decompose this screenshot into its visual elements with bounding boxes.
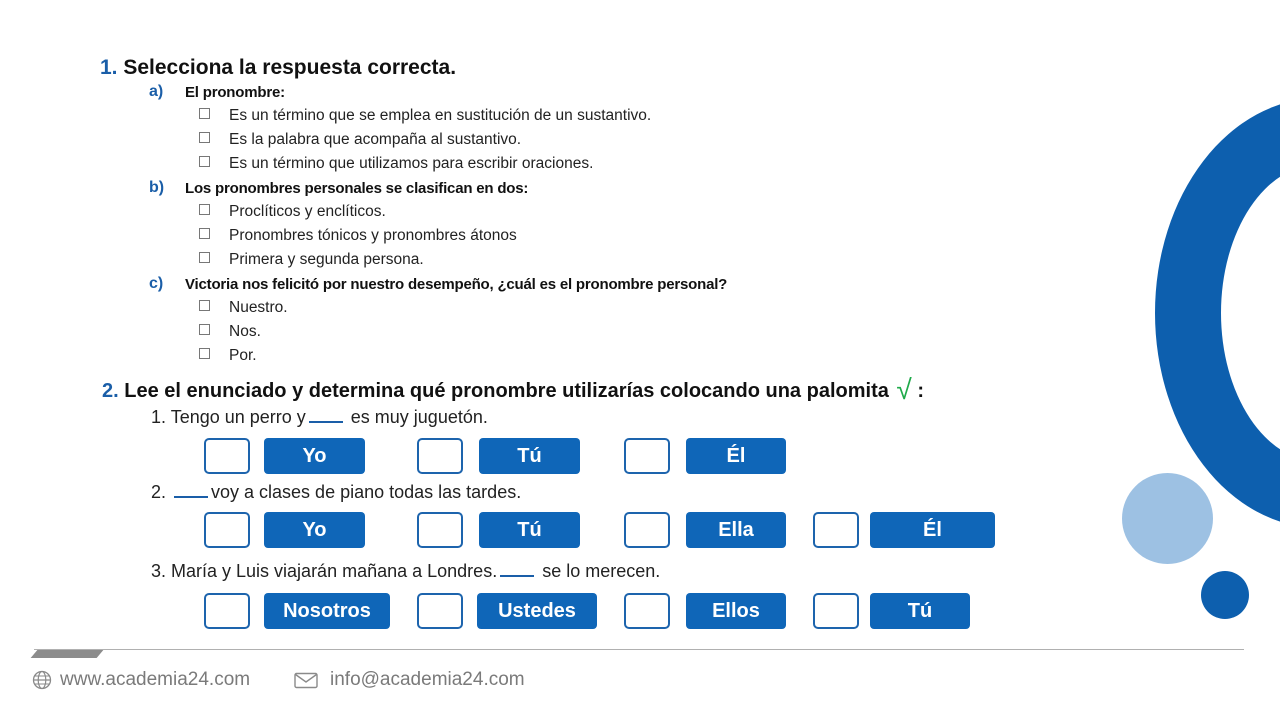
globe-icon (32, 670, 52, 690)
question-2-colon: : (917, 380, 925, 402)
question-1-text: Selecciona la respuesta correcta. (123, 56, 457, 79)
answer-checkbox-1-3[interactable] (624, 438, 670, 474)
item-c-prompt: Victoria nos felicitó por nuestro desempeño, ¿cuál es el pronombre personal? (185, 276, 728, 293)
sentence-1 (151, 407, 488, 428)
question-2-title (102, 372, 924, 404)
sentence-1-blank (309, 420, 343, 423)
checkbox-icon[interactable] (199, 204, 210, 215)
option-b1-label: Proclíticos y enclíticos. (229, 203, 386, 220)
decorative-ring (1155, 98, 1280, 528)
option-c1-label: Nuestro. (229, 299, 288, 316)
checkbox-icon[interactable] (199, 348, 210, 359)
checkbox-icon[interactable] (199, 228, 210, 239)
answer-checkbox-3-3[interactable] (624, 593, 670, 629)
checkbox-icon[interactable] (199, 252, 210, 263)
option-pill-1-1[interactable]: Yo (264, 438, 365, 474)
option-b2-label: Pronombres tónicos y pronombres átonos (229, 227, 517, 244)
option-pill-2-1[interactable]: Yo (264, 512, 365, 548)
item-c-letter: c) (149, 275, 164, 292)
option-c2[interactable] (199, 323, 261, 341)
sentence-2-blank (174, 495, 208, 498)
option-a1[interactable] (199, 107, 651, 125)
option-c3-label: Por. (229, 347, 257, 364)
decorative-circle-dark (1201, 571, 1249, 619)
sentence-3 (151, 561, 660, 582)
sentence-3-after: se lo merecen. (537, 561, 661, 581)
option-c3[interactable] (199, 347, 257, 365)
item-a-letter: a) (149, 83, 164, 100)
option-pill-2-2[interactable]: Tú (479, 512, 580, 548)
checkmark-icon: √ (896, 374, 912, 405)
question-1-title (100, 56, 456, 80)
sentence-2-after: voy a clases de piano todas las tardes. (211, 482, 522, 502)
option-pill-1-2[interactable]: Tú (479, 438, 580, 474)
option-b3-label: Primera y segunda persona. (229, 251, 424, 268)
answer-checkbox-3-2[interactable] (417, 593, 463, 629)
checkbox-icon[interactable] (199, 156, 210, 167)
decorative-circle-light (1122, 473, 1213, 564)
question-2-text: Lee el enunciado y determina qué pronombre utilizarías colocando una palomita (124, 380, 889, 402)
option-pill-3-1[interactable]: Nosotros (264, 593, 390, 629)
option-pill-2-3[interactable]: Ella (686, 512, 786, 548)
footer-divider (34, 649, 1244, 650)
sentence-2 (151, 482, 521, 503)
option-b2[interactable] (199, 227, 517, 245)
option-b1[interactable] (199, 203, 386, 221)
email-link[interactable]: info@academia24.com (330, 669, 525, 690)
checkbox-icon[interactable] (199, 300, 210, 311)
option-c1[interactable] (199, 299, 288, 317)
question-2-number: 2. (102, 380, 119, 402)
option-pill-2-4[interactable]: Él (870, 512, 995, 548)
answer-checkbox-2-1[interactable] (204, 512, 250, 548)
answer-checkbox-2-2[interactable] (417, 512, 463, 548)
option-a3-label: Es un término que utilizamos para escribir oraciones. (229, 155, 594, 172)
question-1-number: 1. (100, 56, 118, 79)
checkbox-icon[interactable] (199, 108, 210, 119)
sentence-2-before: 2. (151, 482, 172, 502)
checkbox-icon[interactable] (199, 324, 210, 335)
sentence-1-before: 1. Tengo un perro y (151, 407, 306, 427)
sentence-3-before: 3. María y Luis viajarán mañana a Londres. (151, 561, 498, 581)
envelope-icon (294, 672, 318, 690)
option-pill-3-4[interactable]: Tú (870, 593, 970, 629)
answer-checkbox-2-4[interactable] (813, 512, 859, 548)
checkbox-icon[interactable] (199, 132, 210, 143)
option-pill-3-2[interactable]: Ustedes (477, 593, 597, 629)
footer-accent-bar (31, 650, 104, 658)
option-a3[interactable] (199, 155, 593, 173)
item-a-prompt: El pronombre: (185, 84, 285, 101)
option-pill-3-3[interactable]: Ellos (686, 593, 786, 629)
sentence-3-blank (500, 574, 534, 577)
option-c2-label: Nos. (229, 323, 261, 340)
option-a1-label: Es un término que se emplea en sustitución de un sustantivo. (229, 107, 652, 124)
website-link[interactable]: www.academia24.com (60, 669, 251, 690)
answer-checkbox-1-2[interactable] (417, 438, 463, 474)
answer-checkbox-2-3[interactable] (624, 512, 670, 548)
item-b-letter: b) (149, 179, 165, 196)
item-b-prompt: Los pronombres personales se clasifican en dos: (185, 180, 529, 197)
answer-checkbox-3-4[interactable] (813, 593, 859, 629)
answer-checkbox-3-1[interactable] (204, 593, 250, 629)
option-pill-1-3[interactable]: Él (686, 438, 786, 474)
option-b3[interactable] (199, 251, 424, 269)
sentence-1-after: es muy juguetón. (345, 407, 488, 427)
option-a2[interactable] (199, 131, 521, 149)
answer-checkbox-1-1[interactable] (204, 438, 250, 474)
option-a2-label: Es la palabra que acompaña al sustantivo. (229, 131, 522, 148)
